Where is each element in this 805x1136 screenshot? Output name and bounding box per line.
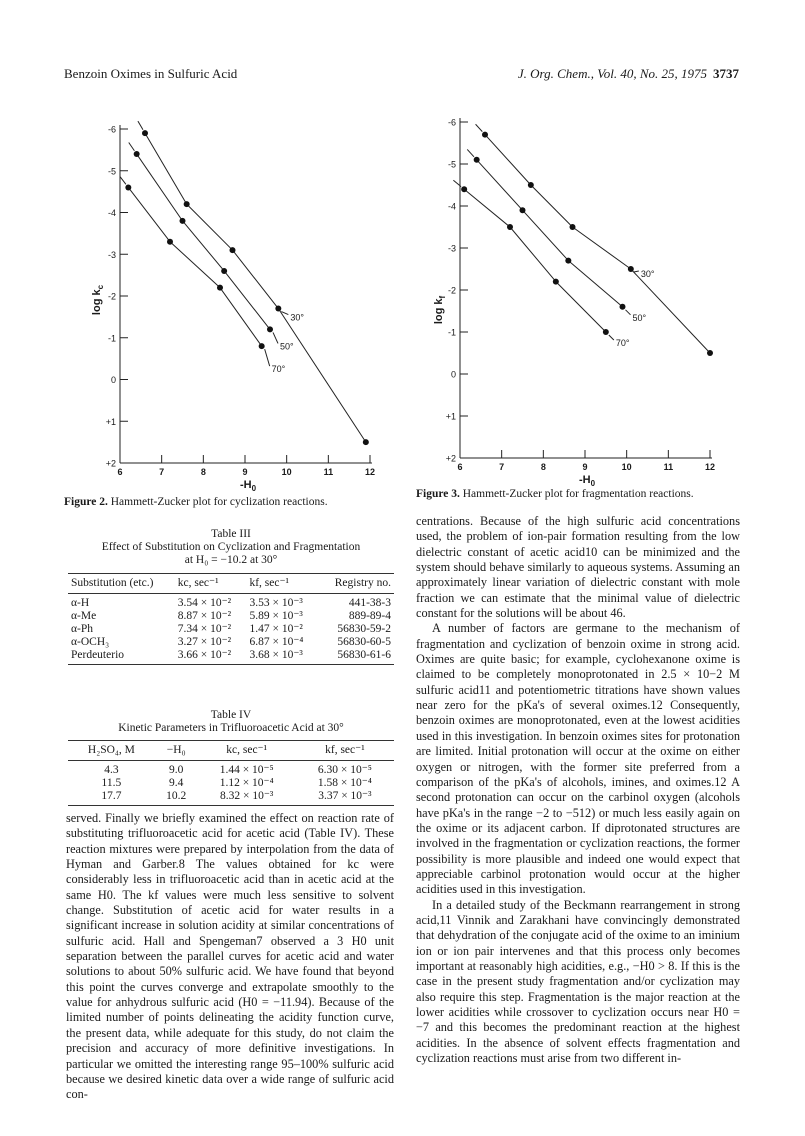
series-line-50°: [568, 261, 622, 307]
series-line-30°: [573, 227, 631, 269]
table-cell: 5.89 × 10⁻³: [249, 610, 303, 622]
column-header: kf, sec⁻¹: [296, 741, 394, 761]
table-cell: 6.87 × 10⁻⁴: [249, 636, 304, 648]
table-row: [68, 594, 394, 611]
table-row: [68, 623, 394, 636]
x-tick-label: 6: [457, 462, 463, 472]
data-point: [520, 207, 526, 213]
body-paragraph: centrations. Because of the high sulfuric acid concentrations used, the problem of ion-pair formation resulting from the low dielectric constant of acetic acid10 can be minimized and the system should behave similarly to aqueous systems. Assuming an approximately linear variation of dielectric constant with mole fraction we can estimate that the minimal value of dielectric constant for the solutions will be about 46.: [416, 514, 740, 621]
series-line-70°: [464, 189, 510, 227]
series-line-30°: [145, 133, 187, 204]
table-cell: 7.34 × 10⁻²: [177, 623, 232, 635]
table-cell: 10.2: [155, 790, 198, 806]
table-cell: 1.47 × 10⁻²: [249, 623, 303, 635]
table-cell: 56830-59-2: [337, 623, 391, 635]
y-tick-label: -4: [107, 208, 116, 218]
data-point: [363, 439, 369, 445]
series-label: 70°: [615, 338, 630, 348]
x-tick-label: 7: [159, 467, 165, 477]
body-paragraph: A number of factors are germane to the mechanism of fragmentation and cyclization of benzoin oxime in strong acid. Oximes are quite basic; for example, cyclohexanone oxime is claimed to be completely monoprotonated in 2.5 × 10−2 M sulfuric acid11 and potentiometric titrations have shown values near zero for the pKa's of several oximes.12 Consequently, benzoin oximes are monoprotonated, even at the lowest acidities used in this investigation. In benzoin oximes sites for protonation are limited. Initial protonation will occur at the oxime on either oxygen or nitrogen, with the former site preferred from a comparison of the pKa's of alcohols, imines, and oximes.12 A second protonation can occur on the carbinol oxygen (alcohols have pKa's in the range −2 to −512) or much less easily again on the oxime or its adjacent carbon. If diprotonated structures are involved in the fragmentation or cyclization reactions, the former possibility is more plausible and indeed one would expect that appreciable carbinol protonation would occur at the higher acidities used in this investigation.: [416, 621, 740, 897]
body-paragraph: In a detailed study of the Beckmann rearrangement in strong acid,11 Vinnik and Zarakhani have convincingly demonstrated that dehydration of the conjugate acid of the oxime to an iminium ion or ion pair intervenes and that this process only becomes important at reasonably high acidities, e.g., −H0 > 8. If this is the case in the present study fragmentation and/or cyclization may also require this step. Fragmentation is the major reaction at the lower acidities while crossover to cyclization occurs near H0 = −7 and this becomes the predominant reaction at the highest acidities. In the absence of solvent effects fragmentation and cyclization reactions must arise from two different in-: [416, 897, 740, 1066]
data-point: [620, 304, 626, 310]
data-point: [275, 306, 281, 312]
table-cell: 3.54 × 10⁻²: [177, 597, 232, 609]
table-cell: 3.37 × 10⁻³: [296, 790, 394, 806]
x-tick-label: 6: [117, 467, 123, 477]
table-cell: 1.58 × 10⁻⁴: [317, 777, 372, 789]
table-row: [68, 761, 394, 778]
column-header: Substitution (etc.): [68, 574, 175, 594]
table-row: [68, 636, 394, 649]
x-axis-label: $-H_0$: [578, 474, 596, 488]
y-tick-label: -3: [447, 243, 456, 254]
series-line-70°: [120, 176, 126, 184]
table-cell: α-Ph: [71, 623, 94, 635]
column-header: H₂SO₄, M: [68, 741, 155, 761]
table-cell: 1.44 × 10⁻⁵: [219, 764, 274, 776]
y-tick-label: 0: [110, 375, 116, 385]
series-line-30°: [138, 121, 143, 130]
data-point: [184, 201, 190, 207]
y-tick-label: -1: [107, 333, 116, 344]
table-cell: 56830-61-6: [319, 649, 394, 665]
table-cell: 9.0: [169, 764, 184, 776]
y-tick-label: -6: [107, 124, 116, 135]
series-label: 30°: [640, 269, 655, 279]
y-axis-label: $\log k_c$: [91, 284, 105, 316]
y-tick-label: +2: [445, 453, 456, 464]
data-point: [707, 350, 713, 356]
table-cell: 56830-60-5: [337, 636, 391, 648]
series-label-leader: [634, 271, 639, 272]
y-tick-label: -1: [447, 327, 456, 338]
table-cell: 9.4: [169, 777, 184, 789]
table-4: [68, 740, 394, 806]
figure-3-caption: Figure 3. Hammett-Zucker plot for fragmentation reactions.: [416, 488, 694, 500]
data-point: [230, 247, 236, 253]
table-header-row: [68, 741, 394, 761]
data-point: [570, 224, 576, 230]
x-tick-label: 12: [364, 467, 376, 477]
y-tick-label: -2: [447, 285, 456, 296]
table-cell: 4.3: [104, 764, 119, 776]
data-point: [482, 132, 488, 138]
table-row: [68, 777, 394, 790]
series-line-50°: [224, 271, 270, 329]
table-cell: 8.87 × 10⁻²: [177, 610, 232, 622]
data-point: [134, 151, 140, 157]
series-label-leader: [626, 310, 631, 315]
column-header: kf, sec⁻¹: [246, 574, 318, 594]
series-line-70°: [128, 187, 170, 241]
y-tick-label: +2: [105, 458, 116, 469]
x-tick-label: 10: [621, 462, 632, 472]
right-column-text: [416, 514, 740, 1066]
data-point: [217, 285, 223, 291]
table-4-title: Table IV Kinetic Parameters in Trifluoroacetic Acid at 30°: [118, 709, 344, 734]
table-row: [68, 649, 394, 665]
column-header: kc, sec⁻¹: [198, 741, 296, 761]
x-tick-label: 8: [540, 462, 546, 472]
table-cell: 3.27 × 10⁻²: [177, 636, 232, 648]
data-point: [221, 268, 227, 274]
series-line-50°: [183, 221, 225, 271]
table-cell: α-OCH₃: [71, 636, 110, 648]
data-point: [142, 130, 148, 136]
table-cell: α-Me: [71, 610, 97, 622]
data-point: [267, 326, 273, 332]
series-label: 50°: [280, 341, 294, 352]
series-line-30°: [187, 204, 233, 250]
x-tick-label: 8: [200, 467, 206, 477]
data-point: [528, 182, 534, 188]
table-cell: 3.68 × 10⁻³: [246, 649, 318, 665]
series-line-70°: [510, 227, 556, 282]
table-cell: 3.53 × 10⁻³: [249, 597, 303, 609]
series-line-30°: [278, 309, 366, 443]
x-tick-label: 10: [281, 467, 292, 477]
series-line-30°: [485, 135, 531, 185]
table-cell: 17.7: [68, 790, 155, 806]
table-row: [68, 610, 394, 623]
y-tick-label: -5: [107, 166, 116, 177]
series-line-50°: [137, 154, 183, 221]
data-point: [125, 184, 131, 190]
series-label: 30°: [290, 312, 304, 323]
page-number: 3737: [713, 66, 739, 81]
y-tick-label: -4: [447, 201, 456, 212]
table-cell: 889-89-4: [348, 610, 391, 622]
series-line-50°: [477, 160, 523, 210]
table-row: [68, 790, 394, 806]
table-cell: 8.32 × 10⁻³: [198, 790, 296, 806]
journal-citation: J. Org. Chem., Vol. 40, No. 25, 1975: [517, 66, 707, 81]
column-header: kc, sec⁻¹: [175, 574, 247, 594]
series-line-30°: [233, 250, 279, 308]
table-cell: Perdeuterio: [68, 649, 175, 665]
table-3-title: Table III Effect of Substitution on Cyclization and Fragmentation at H₀ = −10.2 at 30°: [101, 528, 361, 566]
data-point: [603, 329, 609, 335]
series-line-50°: [523, 210, 569, 260]
series-line-30°: [531, 185, 573, 227]
series-line-50°: [467, 149, 474, 156]
y-tick-label: +1: [445, 411, 456, 422]
body-paragraph: served. Finally we briefly examined the effect on reaction rate of substituting trifluoroacetic acid for acetic acid (Table IV). These reaction mixtures were prepared by interpolation from the data of Hyman and Garber.8 The values obtained for kc were considerably less in trifluoroacetic acid than in acetic acid at the same H0. The kf values were much less sensitive to solvent change. Substitution of acetic acid for water results in a significant increase in solution acidity at similar concentrations of sulfuric acid. Hall and Spengeman7 observed a 3 H0 unit separation between the parallel curves for acetic acid and water solutions to about 50% sulfuric acid. We have found that beyond this point the curves converge and extrapolate smoothly to the value for anhydrous sulfuric acid (H0 = −11.94). Because of the limited number of points delineating the acidity function curve, the present data, while adequate for this study, do not claim the precision and accuracy of more definitive investigations. In particular we omitted the interesting range 95–100% sulfuric acid because we desired kinetic data over a wide range of sulfuric acid con-: [66, 811, 394, 1102]
running-header-journal: [518, 66, 739, 82]
series-line-70°: [220, 288, 262, 346]
x-axis-label: $-H_0$: [239, 479, 257, 493]
series-line-30°: [476, 124, 483, 131]
data-point: [167, 239, 173, 245]
table-header-row: [68, 574, 394, 594]
figure-3-chart: [410, 100, 730, 488]
series-label-leader: [265, 349, 270, 366]
figure-2-caption: Figure 2. Hammett-Zucker plot for cyclization reactions.: [64, 496, 328, 508]
table-cell: 1.12 × 10⁻⁴: [219, 777, 274, 789]
y-tick-label: -3: [107, 249, 116, 260]
series-label: 70°: [271, 364, 286, 375]
data-point: [628, 266, 634, 272]
figure-2-chart: [70, 115, 390, 493]
left-column-text: [66, 811, 394, 1103]
x-tick-label: 9: [582, 462, 588, 472]
data-point: [461, 186, 467, 192]
x-tick-label: 11: [663, 462, 674, 472]
table-cell: 6.30 × 10⁻⁵: [317, 764, 372, 776]
table-3: [68, 573, 394, 665]
running-header-title: Benzoin Oximes in Sulfuric Acid: [64, 66, 238, 81]
y-tick-label: -5: [447, 159, 456, 170]
series-line-50°: [129, 143, 135, 151]
data-point: [474, 157, 480, 163]
table-cell: α-H: [71, 597, 90, 609]
data-point: [507, 224, 513, 230]
y-tick-label: -6: [447, 117, 456, 128]
y-tick-label: +1: [105, 416, 116, 427]
column-header: Registry no.: [319, 574, 394, 594]
x-tick-label: 11: [323, 467, 334, 477]
series-label-leader: [609, 335, 614, 340]
series-line-30°: [631, 269, 710, 353]
y-tick-label: -2: [107, 291, 116, 302]
x-tick-label: 9: [242, 467, 248, 477]
x-tick-label: 7: [499, 462, 505, 472]
table-cell: 441-38-3: [348, 597, 391, 609]
series-label: 50°: [632, 312, 647, 323]
y-axis-label: $\log k_f$: [433, 295, 447, 325]
y-tick-label: 0: [450, 369, 456, 380]
series-line-70°: [170, 242, 220, 288]
table-cell: 3.66 × 10⁻²: [175, 649, 247, 665]
column-header: −H₀: [155, 741, 198, 761]
data-point: [565, 258, 571, 264]
data-point: [259, 343, 265, 349]
series-label-leader: [273, 332, 278, 343]
data-point: [553, 279, 559, 285]
table-cell: 11.5: [101, 777, 122, 789]
data-point: [180, 218, 186, 224]
x-tick-label: 12: [704, 462, 716, 472]
series-line-70°: [556, 282, 606, 332]
